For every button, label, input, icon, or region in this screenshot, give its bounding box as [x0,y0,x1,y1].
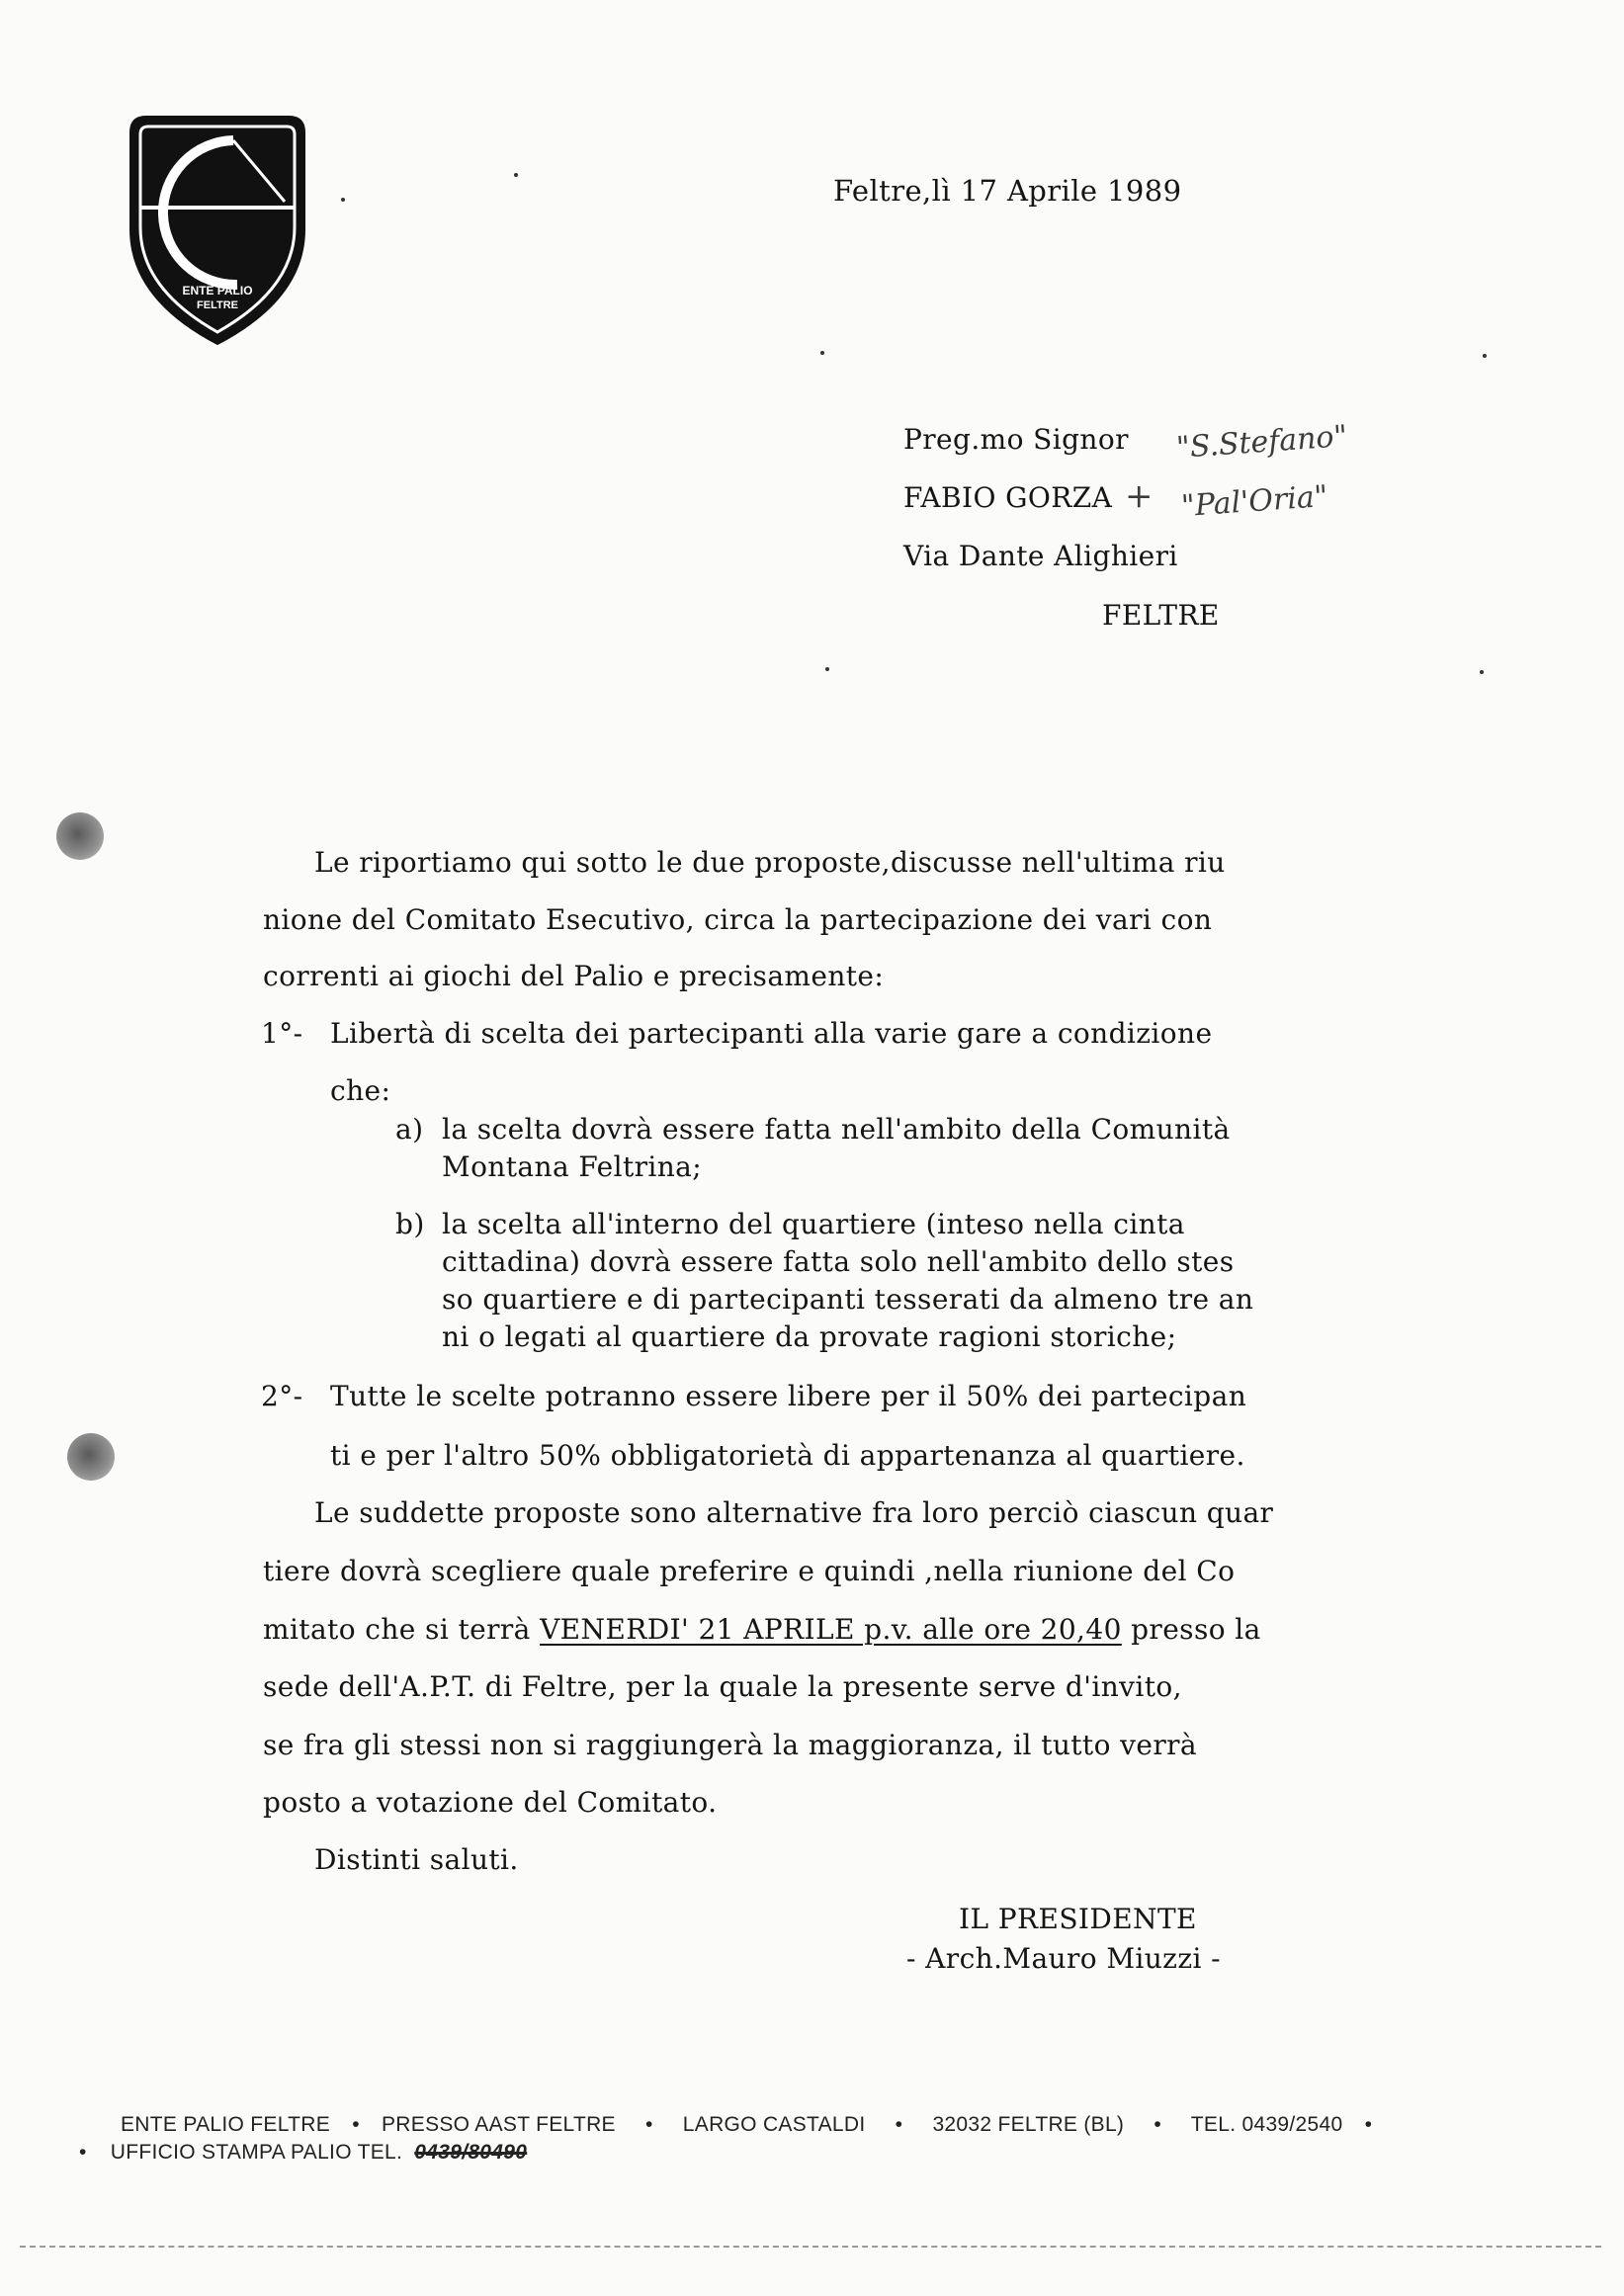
footer-line-2 [79,2141,527,2165]
closing-line-5: se fra gli stessi non si raggiungerà la maggioranza, il tutto verrà [263,1729,1197,1761]
footer-separator: • [352,2113,360,2136]
intro-line-1: Le riportiamo qui sotto le due proposte,discusse nell'ultima riu [314,846,1226,879]
logo-text-line2: FELTRE [197,299,238,311]
closing-line-1: Le suddette proposte sono alternative fra loro perciò ciascun quar [314,1496,1274,1529]
signature-name: - Arch.Mauro Miuzzi - [906,1942,1221,1975]
footer-presso: PRESSO AAST FELTRE [381,2113,616,2136]
ente-palio-logo [119,111,316,348]
point-2-continuation: ti e per l'altro 50% obbligatorietà di appartenanza al quartiere. [330,1439,1245,1472]
handwritten-note-1: "S.Stefano" [1174,418,1349,467]
recipient-city: FELTRE [1102,599,1220,632]
recipient-street: Via Dante Alighieri [903,540,1178,572]
punch-hole-top [56,812,104,860]
footer-address: LARGO CASTALDI [682,2113,866,2136]
point-1a-line-2: Montana Feltrina; [442,1150,703,1183]
point-1b-line-3: so quartiere e di partecipanti tesserati da almeno tre an [442,1283,1254,1316]
punch-hole-bottom [67,1433,115,1481]
closing-line-3-before: mitato che si terrà [263,1613,541,1646]
point-1-number: 1°- [261,1017,303,1050]
recipient-salutation: Preg.mo Signor [903,423,1129,456]
speck [1483,354,1487,358]
speck [820,351,824,355]
closing-line-3 [263,1613,1261,1646]
point-2-text: Tutte le scelte potranno essere libere per il 50% dei partecipan [330,1380,1247,1412]
closing-line-6: posto a votazione del Comitato. [263,1786,718,1819]
closing-line-2: tiere dovrà scegliere quale preferire e quindi ,nella riunione del Co [263,1555,1236,1587]
closing-line-4: sede dell'A.P.T. di Feltre, per la quale la presente serve d'invito, [263,1670,1182,1703]
footer-city: 32032 FELTRE (BL) [932,2113,1125,2136]
point-1b-line-1: la scelta all'interno del quartiere (inteso nella cinta [442,1208,1185,1240]
footer-separator: • [79,2141,87,2164]
intro-line-2: nione del Comitato Esecutivo, circa la partecipazione dei vari con [263,903,1213,936]
speck [514,173,518,177]
footer-separator: • [645,2113,653,2136]
greeting: Distinti saluti. [314,1843,519,1876]
date-line: Feltre,lì 17 Aprile 1989 [833,174,1182,208]
handwritten-plus: + [1125,476,1154,516]
speck [341,198,345,202]
intro-line-3: correnti ai giochi del Palio e precisamente: [263,960,885,992]
logo-text-line1: ENTE PALIO [182,284,253,298]
point-1b-label: b) [395,1208,425,1240]
point-1a-line-1: la scelta dovrà essere fatta nell'ambito della Comunità [442,1113,1231,1146]
meeting-date-underlined: VENERDI' 21 APRILE p.v. alle ore 20,40 [540,1613,1122,1646]
point-1b-line-2: cittadina) dovrà essere fatta solo nell'ambito dello stes [442,1245,1235,1278]
point-2-number: 2°- [261,1380,303,1412]
footer-press-office: UFFICIO STAMPA PALIO TEL. [110,2141,403,2164]
footer-separator: • [1154,2113,1162,2136]
speck [825,667,829,671]
point-1-continuation: che: [330,1074,391,1107]
recipient-name: FABIO GORZA [903,481,1113,514]
footer-tel: TEL. 0439/2540 [1190,2113,1343,2136]
footer-line-1 [121,2113,1372,2137]
point-1b-line-4: ni o legati al quartiere da provate ragioni storiche; [442,1320,1177,1353]
point-1a-label: a) [395,1113,424,1146]
bottom-edge-line [20,2246,1601,2248]
ente-palio-shield-logo [119,111,316,348]
point-1-text: Libertà di scelta dei partecipanti alla varie gare a condizione [330,1017,1213,1050]
footer-separator: • [1364,2113,1373,2136]
footer-org: ENTE PALIO FELTRE [121,2113,331,2136]
handwritten-note-2: "Pal'Oria" [1179,478,1329,525]
footer-press-tel-struck: 0439/80490 [414,2141,528,2164]
speck [1480,670,1484,674]
footer-separator: • [895,2113,903,2136]
closing-line-3-after: presso la [1121,1613,1261,1646]
signature-title: IL PRESIDENTE [959,1903,1197,1935]
